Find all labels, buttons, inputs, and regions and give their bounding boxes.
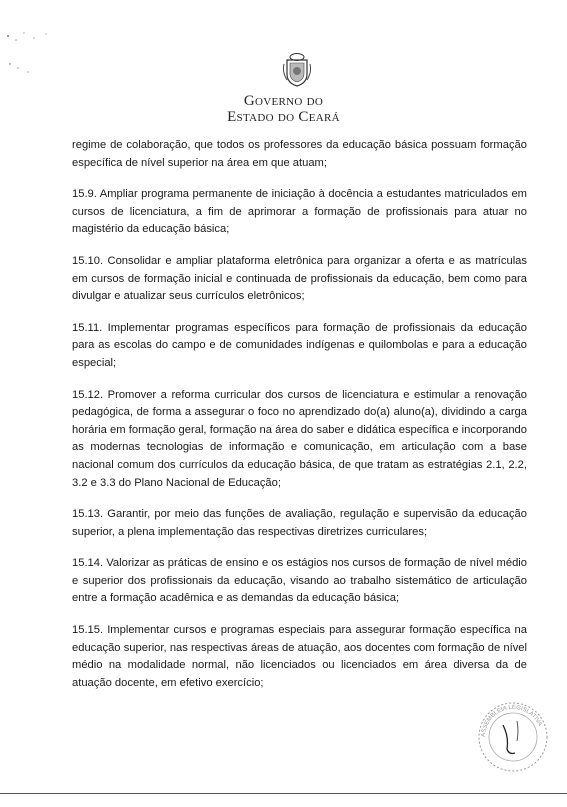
paragraph: 15.11. Implementar programas específicos para formação de profissionais da educação para as escolas do campo e de comunidades indígenas e quilombolas e para a educação especial;: [72, 321, 527, 369]
paragraph: regime de colaboração, que todos os professores da educação básica possuam formação específica de nível superior na área em que atuam;: [72, 139, 527, 169]
paragraph: 15.13. Garantir, por meio das funções de avaliação, regulação e supervisão da educação superior, a plena implementação das respectivas diretrizes curriculares;: [72, 508, 527, 538]
footer-rule: [0, 793, 567, 794]
document-body: [72, 137, 527, 706]
paragraph: 15.14. Valorizar as práticas de ensino e os estágios nos cursos de formação de nível médio e superior dos profissionais da educação, visando ao trabalho sistemático de articulação entre a formação acadêmica e as demandas da educação básica;: [72, 557, 527, 605]
state-title: Estado do Ceará: [227, 109, 340, 125]
paragraph: 15.15. Implementar cursos e programas especiais para assegurar formação específica na educação superior, nas respectivas áreas de atuação, aos docentes com formação de nível médio na modalidade normal, não licenciados ou licenciados em área diversa da de atuação docente, em efetivo exercício;: [72, 624, 527, 689]
official-stamp-icon: [473, 697, 553, 777]
paragraph: 15.10. Consolidar e ampliar plataforma eletrônica para organizar a oferta e as matrículas em cursos de formação inicial e continuada de profissionais da educação, bem como para divulgar e atualizar seus currículos eletrônicos;: [72, 254, 527, 303]
paragraph: 15.12. Promover a reforma curricular dos cursos de licenciatura e estimular a renovação pedagógica, de forma a assegurar o foco no aprendizado do(a) aluno(a), dividindo a carga horária em formação geral, formação na área do saber e didática específica e incorporando as modernas tecnologias de informação e comunicação, em articulação com a base nacional comum dos currículos da educação básica, de que tratam as estratégias 2.1, 2.2, 3.2 e 3.3 do Plano Nacional de Educação;: [72, 388, 527, 489]
scan-specks: [4, 22, 64, 82]
state-coat-of-arms-icon: [282, 52, 312, 88]
paragraph: 15.9. Ampliar programa permanente de iniciação à docência a estudantes matriculados em cursos de licenciatura, a fim de aprimorar a formação de profissionais para atuar no magistério da educação básica;: [72, 188, 527, 236]
government-title: Governo do: [243, 93, 324, 109]
stamp-text: ASSEMBLEIA LEGISLATIVA: [480, 704, 543, 738]
